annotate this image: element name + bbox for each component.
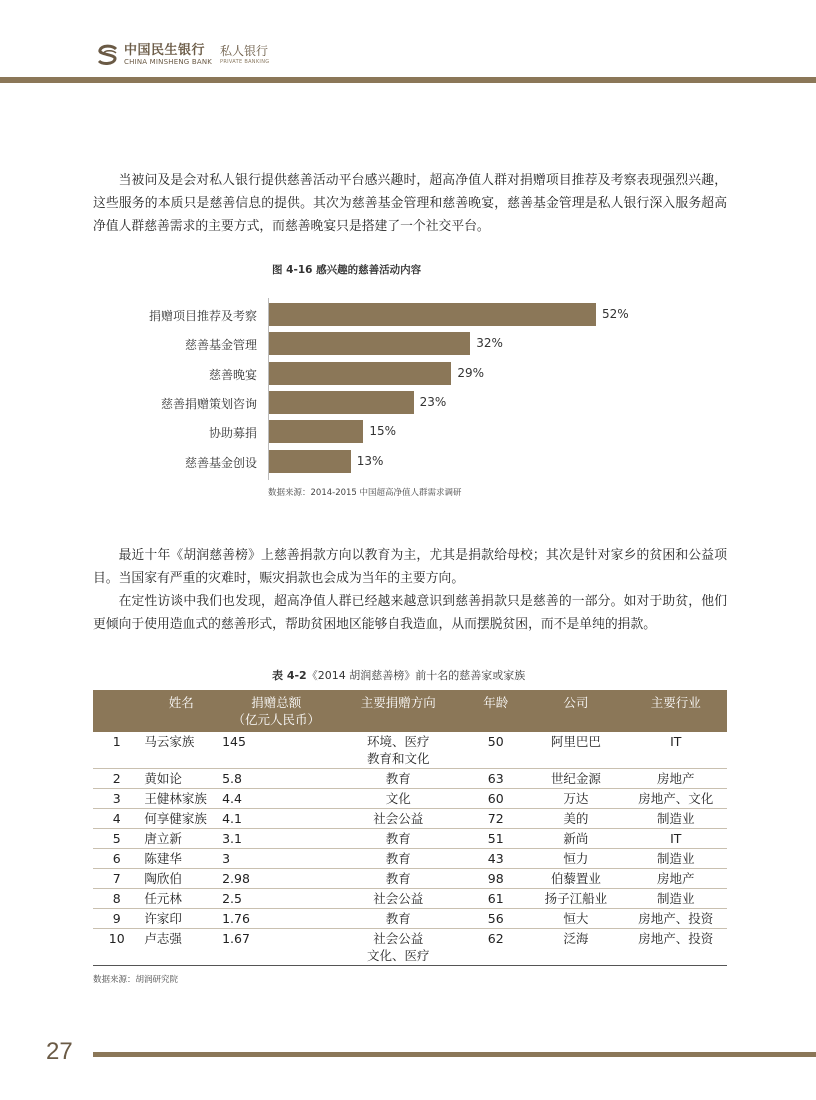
- cell-direction: [332, 909, 464, 929]
- cell-direction: [332, 809, 464, 829]
- cell-direction-text: 教育: [385, 911, 411, 926]
- cell-rank-text: 9: [112, 911, 121, 926]
- cell-company: [527, 769, 624, 789]
- cell-age: [464, 929, 527, 966]
- cell-amount: [220, 869, 332, 889]
- cell-industry: [625, 769, 727, 789]
- bar-value-label: 13%: [356, 453, 384, 468]
- table-row: [93, 732, 727, 769]
- cell-amount: [220, 929, 332, 966]
- body-paragraph-1: 最近十年《胡润慈善榜》上慈善捐款方向以教育为主，尤其是捐款给母校；其次是针对家乡的贫困和公益项目。当国家有严重的灾难时，赈灾捐款也会成为当年的主要方向。: [93, 548, 727, 586]
- cell-company-text: 恒大: [563, 911, 589, 926]
- cell-company: [527, 869, 624, 889]
- cell-rank-text: 8: [112, 891, 121, 906]
- cell-name: [140, 732, 220, 769]
- table-row: [93, 929, 727, 966]
- table-row: [93, 849, 727, 869]
- cell-industry: [625, 929, 727, 966]
- cell-rank: [93, 829, 140, 849]
- bar-category-label: 协助募捐: [208, 426, 257, 441]
- cell-company-text: 新尚: [563, 831, 589, 846]
- cell-amount: [220, 849, 332, 869]
- cell-direction-text: 教育: [385, 871, 411, 886]
- cell-industry-text: 房地产: [657, 771, 695, 786]
- bar-value-label: 29%: [457, 365, 485, 380]
- cell-industry-text: 制造业: [657, 811, 695, 826]
- cell-company-text: 阿里巴巴: [550, 734, 601, 749]
- chart-source: 数据来源：2014-2015 中国超高净值人群需求调研: [268, 488, 462, 498]
- cell-amount-text: 3: [222, 851, 231, 866]
- cell-rank: [93, 769, 140, 789]
- intro-paragraph: 当被问及是会对私人银行提供慈善活动平台感兴趣时，超高净值人群对捐赠项目推荐及考察表现强烈兴趣，这些服务的本质只是慈善信息的提供。其次为慈善基金管理和慈善晚宴，慈善基金管理是私人银行深入服务超高净值人群慈善需求的主要方式，而慈善晚宴只是搭建了一个社交平台。: [93, 173, 727, 234]
- bar-category-label: 慈善捐赠策划咨询: [160, 396, 257, 411]
- table-row: [93, 829, 727, 849]
- cell-industry-text: IT: [670, 831, 682, 846]
- cell-name-text: 卢志强: [144, 931, 182, 946]
- cell-rank-text: 2: [112, 771, 121, 786]
- bar-category-label: 慈善晚宴: [208, 367, 257, 382]
- cell-age-text: 56: [487, 911, 504, 926]
- cell-company: [527, 732, 624, 769]
- cell-direction: [332, 732, 464, 769]
- table-title: [272, 667, 525, 683]
- cell-company-text: 扬子江船业: [544, 891, 608, 906]
- table-title-prefix: 表 4-2: [272, 669, 307, 682]
- cell-rank-text: 1: [112, 734, 121, 749]
- table-row: [93, 809, 727, 829]
- bar-value-label: 23%: [419, 394, 447, 409]
- table-row: [93, 789, 727, 809]
- cell-amount: [220, 809, 332, 829]
- bar-value-label: 15%: [369, 424, 396, 439]
- bar-value-label: 52%: [602, 307, 629, 321]
- cell-company: [527, 789, 624, 809]
- cell-rank: [93, 789, 140, 809]
- cell-direction: [332, 829, 464, 849]
- minsheng-logo-icon: [96, 44, 120, 66]
- header-amount-line1: 捐赠总额: [251, 695, 302, 710]
- chart-title: 图 4-16 感兴趣的慈善活动内容: [272, 264, 422, 276]
- cell-age-text: 61: [487, 891, 504, 906]
- cell-industry: [625, 829, 727, 849]
- cell-industry-text: IT: [670, 734, 682, 749]
- cell-amount: [220, 789, 332, 809]
- bank-logo: [96, 44, 269, 66]
- cell-direction-text: 社会公益: [373, 891, 424, 906]
- cell-name: [140, 769, 220, 789]
- bar-category-label: 慈善基金创设: [184, 455, 257, 470]
- cell-amount-text: 2.5: [222, 891, 242, 906]
- cell-name: [140, 869, 220, 889]
- cell-age-text: 72: [487, 811, 504, 826]
- body-text: [93, 544, 727, 636]
- cell-industry: [625, 732, 727, 769]
- cell-age-text: 60: [487, 791, 504, 806]
- cell-rank: [93, 809, 140, 829]
- cell-name-text: 马云家族: [144, 734, 195, 749]
- cell-company-text: 泛海: [563, 931, 589, 946]
- cell-company-text: 万达: [563, 791, 589, 806]
- cell-company-text: 恒力: [563, 851, 589, 866]
- cell-age: [464, 889, 527, 909]
- cell-direction: [332, 789, 464, 809]
- cell-age: [464, 829, 527, 849]
- cell-direction: [332, 769, 464, 789]
- cell-name-text: 何享健家族: [144, 811, 207, 826]
- cell-company: [527, 809, 624, 829]
- cell-age: [464, 732, 527, 769]
- cell-industry-text: 房地产、文化: [638, 791, 714, 806]
- cell-direction-text: 社会公益: [373, 811, 424, 826]
- cell-amount-text: 1.76: [222, 911, 250, 926]
- cell-age-text: 50: [487, 734, 504, 749]
- bar: [269, 303, 596, 326]
- bar: [269, 332, 470, 355]
- cell-direction-text-2: 文化、医疗: [367, 948, 430, 963]
- cell-name: [140, 909, 220, 929]
- bar: [269, 362, 451, 385]
- cell-amount: [220, 909, 332, 929]
- cell-name-text: 陶欣伯: [144, 871, 182, 886]
- cell-industry: [625, 889, 727, 909]
- cell-company-text: 伯藜置业: [550, 871, 601, 886]
- bar-category-label: 慈善基金管理: [184, 338, 257, 353]
- cell-rank: [93, 869, 140, 889]
- cell-age-text: 98: [487, 871, 504, 886]
- division-name-cn: 私人银行: [220, 44, 269, 58]
- page-number: 27: [46, 1038, 73, 1065]
- cell-rank-text: 6: [112, 851, 121, 866]
- cell-direction-text: 教育: [385, 851, 411, 866]
- cell-age-text: 63: [487, 771, 504, 786]
- cell-name: [140, 829, 220, 849]
- cell-age: [464, 789, 527, 809]
- header-amount: [220, 690, 332, 732]
- cell-rank: [93, 849, 140, 869]
- cell-amount-text: 4.4: [222, 791, 242, 806]
- cell-name-text: 任元林: [144, 891, 182, 906]
- table-title-text: 《2014 胡润慈善榜》前十名的慈善家或家族: [306, 669, 526, 682]
- cell-industry-text: 房地产、投资: [638, 931, 714, 946]
- cell-amount-text: 145: [222, 734, 246, 749]
- cell-name: [140, 889, 220, 909]
- cell-industry-text: 制造业: [657, 891, 695, 906]
- cell-company: [527, 829, 624, 849]
- cell-direction: [332, 869, 464, 889]
- header-company: 公司: [563, 695, 589, 710]
- cell-company: [527, 889, 624, 909]
- table-header-row: [93, 690, 727, 732]
- cell-age: [464, 849, 527, 869]
- philanthropy-ranking-table: [93, 690, 727, 966]
- cell-age: [464, 869, 527, 889]
- table-row: [93, 889, 727, 909]
- cell-amount-text: 2.98: [222, 871, 250, 886]
- cell-amount: [220, 889, 332, 909]
- cell-amount: [220, 769, 332, 789]
- cell-rank: [93, 929, 140, 966]
- cell-direction-text: 教育: [385, 771, 411, 786]
- cell-rank: [93, 732, 140, 769]
- cell-industry: [625, 909, 727, 929]
- body-paragraph-2: 在定性访谈中我们也发现，超高净值人群已经越来越意识到慈善捐款只是慈善的一部分。如对于助贫，他们更倾向于使用造血式的慈善形式，帮助贫困地区能够自我造血，从而摆脱贫困，而不是单纯的捐款。: [93, 594, 727, 632]
- cell-name: [140, 789, 220, 809]
- header-direction: 主要捐赠方向: [360, 695, 436, 710]
- cell-company-text: 世纪金源: [550, 771, 601, 786]
- cell-company: [527, 849, 624, 869]
- cell-industry: [625, 809, 727, 829]
- cell-company-text: 美的: [563, 811, 589, 826]
- bar-category-label: 捐赠项目推荐及考察: [148, 309, 257, 323]
- cell-direction-text-2: 教育和文化: [367, 751, 430, 766]
- cell-direction-text: 环境、医疗: [367, 734, 430, 749]
- header-rank: [93, 690, 140, 732]
- cell-amount: [220, 829, 332, 849]
- table-row: [93, 869, 727, 889]
- cell-rank: [93, 909, 140, 929]
- cell-amount-text: 5.8: [222, 771, 242, 786]
- table-row: [93, 909, 727, 929]
- cell-direction: [332, 889, 464, 909]
- cell-direction-text: 教育: [385, 831, 411, 846]
- brand-name-cn: 中国民生银行: [124, 43, 206, 58]
- cell-industry: [625, 869, 727, 889]
- cell-industry-text: 制造业: [657, 851, 695, 866]
- cell-company: [527, 909, 624, 929]
- cell-age: [464, 769, 527, 789]
- header-rule: [0, 77, 816, 83]
- cell-name: [140, 929, 220, 966]
- cell-direction-text: 社会公益: [373, 931, 424, 946]
- cell-name: [140, 809, 220, 829]
- intro-text: [93, 169, 727, 238]
- cell-age-text: 43: [487, 851, 504, 866]
- cell-rank-text: 7: [112, 871, 121, 886]
- header-industry: 主要行业: [650, 695, 701, 710]
- cell-rank-text: 4: [112, 811, 121, 826]
- cell-industry-text: 房地产: [657, 871, 695, 886]
- table-row: [93, 769, 727, 789]
- cell-name-text: 许家印: [144, 911, 182, 926]
- brand-name-en: CHINA MINSHENG BANK: [124, 58, 213, 66]
- cell-rank: [93, 889, 140, 909]
- cell-name-text: 陈建华: [144, 851, 182, 866]
- cell-rank-text: 3: [112, 791, 121, 806]
- cell-name-text: 唐立新: [144, 831, 182, 846]
- cell-age-text: 62: [487, 931, 504, 946]
- cell-amount: [220, 732, 332, 769]
- cell-direction: [332, 849, 464, 869]
- cell-rank-text: 10: [108, 931, 125, 946]
- bar-value-label: 32%: [476, 336, 503, 351]
- bar: [269, 391, 414, 414]
- cell-amount-text: 3.1: [222, 831, 242, 846]
- cell-industry: [625, 849, 727, 869]
- cell-amount-text: 1.67: [222, 931, 250, 946]
- header-age: 年龄: [483, 695, 509, 710]
- cell-company: [527, 929, 624, 966]
- bar: [269, 450, 351, 473]
- header-name: 姓名: [168, 695, 194, 710]
- cell-industry-text: 房地产、投资: [638, 911, 714, 926]
- cell-name-text: 黄如论: [144, 771, 182, 786]
- cell-amount-text: 4.1: [222, 811, 242, 826]
- cell-name: [140, 849, 220, 869]
- bar: [269, 420, 363, 443]
- cell-rank-text: 5: [112, 831, 121, 846]
- cell-industry: [625, 789, 727, 809]
- cell-name-text: 王健林家族: [144, 791, 207, 806]
- division-name-en: PRIVATE BANKING: [220, 59, 270, 65]
- page-header: [0, 0, 816, 84]
- footer-rule: [93, 1052, 816, 1057]
- cell-direction: [332, 929, 464, 966]
- cell-age-text: 51: [487, 831, 504, 846]
- header-amount-line2: （亿元人民币）: [232, 712, 320, 727]
- cell-direction-text: 文化: [385, 791, 411, 806]
- table-source: 数据来源：胡润研究院: [93, 975, 179, 985]
- cell-age: [464, 909, 527, 929]
- cell-age: [464, 809, 527, 829]
